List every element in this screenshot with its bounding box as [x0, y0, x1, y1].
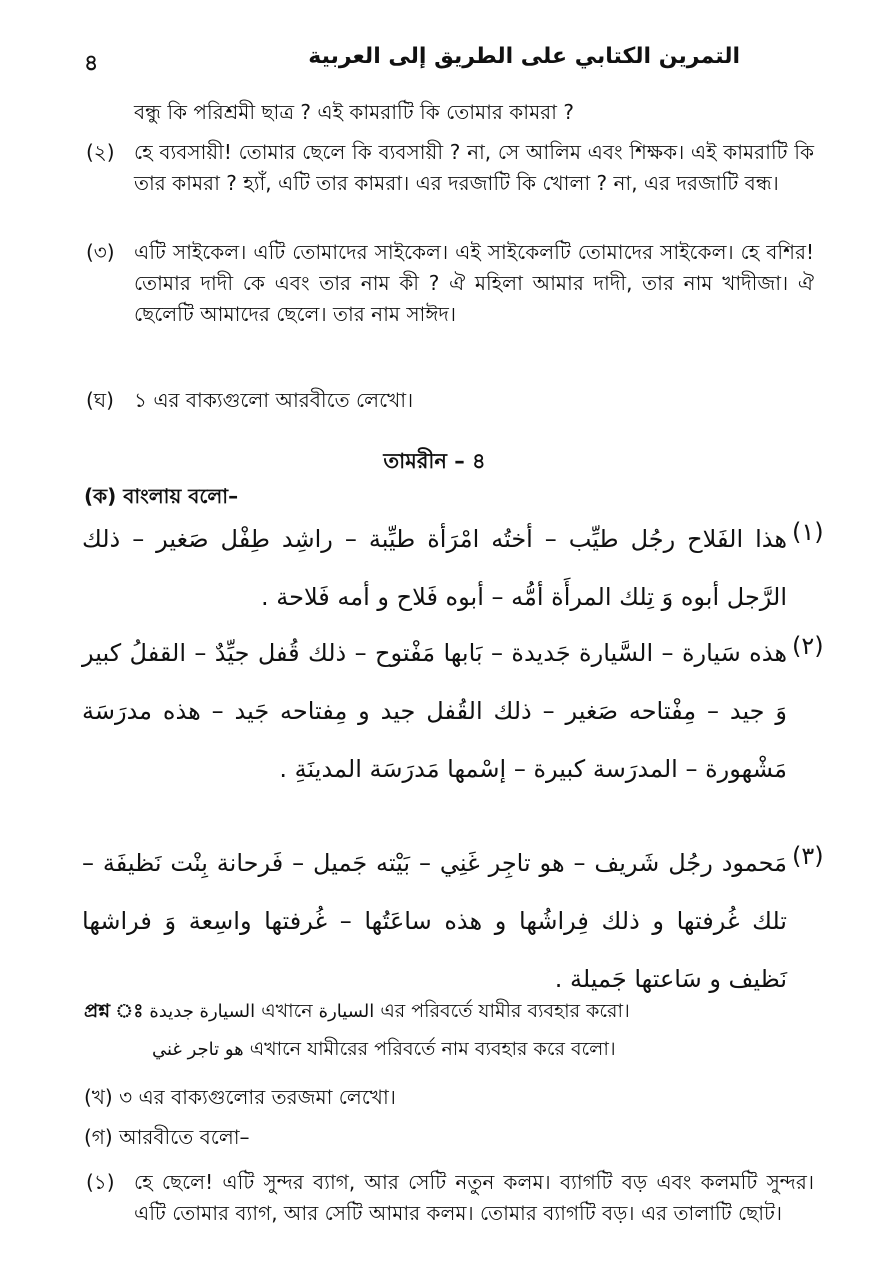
arabic-item-number: (٢): [792, 632, 824, 660]
question-line-1: [84, 996, 630, 1027]
running-title: التمرين الكتابي على الطريق إلى العربية: [308, 44, 740, 69]
exercise-title: তামরীন – ৪: [383, 449, 486, 473]
question-text: এখানে: [261, 1000, 313, 1022]
arabic-item-text: مَحمود رجُل شَريف – هو تاجِر غَنِي – بَيْته جَميل – فَرحانة بِنْت نَظيفَة – تلك غُرفتها و ذلك فِراشُها و هذه ساعَتُها – غُرفتها واسِعة وَ فراشها نَظيف و سَاعتها جَميلة .: [82, 849, 787, 993]
arabic-phrase: السيارة جديدة: [149, 1001, 256, 1022]
arabic-phrase: السيارة: [318, 1001, 375, 1022]
kha-text: (খ) ৩ এর বাক্যগুলোর তরজমা লেখো।: [84, 1085, 396, 1109]
gha-label: (ঘ): [86, 388, 114, 412]
page-header: [80, 40, 800, 80]
page-number: ৪: [84, 51, 99, 76]
arabic-item-text: هذا الفَلاح رجُل طيِّب – أختُه امْرَأة طيِّبة – راشِد طِفْل صَغير – ذلك الرَّجل أبوه وَ تِلك المرأَة أمُّه – أبوه فَلاح و أمه فَلاحة .: [82, 525, 787, 611]
item-number: (৩): [86, 240, 115, 264]
item-text: এটি সাইকেল। এটি তোমাদের সাইকেল। এই সাইকেলটি তোমাদের সাইকেল। হে বশির! তোমার দাদী কে এবং তার নাম কী ? ঐ মহিলা আমার দাদী, তার নাম খাদীজা। ঐ ছেলেটি আমাদের ছেলে। তার নাম সাঈদ।: [134, 240, 814, 326]
arabic-item-number: (١): [792, 518, 824, 546]
item-text: হে ছেলে! এটি সুন্দর ব্যাগ, আর সেটি নতুন কলম। ব্যাগটি বড় এবং কলমটি সুন্দর। এটি তোমার ব্যাগ, আর সেটি আমার কলম। তোমার ব্যাগটি বড়। এর তালাটি ছোট।: [134, 1170, 814, 1225]
ka-label: (ক) বাংলায় বলো–: [84, 484, 239, 508]
gha-text: ১ এর বাক্যগুলো আরবীতে লেখো।: [134, 388, 414, 412]
continuation-text: বন্ধু কি পরিশ্রমী ছাত্র ? এই কামরাটি কি তোমার কামরা ?: [134, 100, 574, 124]
item-text: হে ব্যবসায়ী! তোমার ছেলে কি ব্যবসায়ী ? না, সে আলিম এবং শিক্ষক। এই কামরাটি কি তার কামরা ? হ্যাঁ, এটি তার কামরা। এর দরজাটি কি খোলা ? না, এর দরজাটি বন্ধ।: [134, 140, 814, 195]
question-text: এখানে যামীরের পরিবর্তে নাম ব্যবহার করে বলো।: [249, 1038, 616, 1060]
item-number: (১): [86, 1170, 115, 1194]
arabic-phrase: هو تاجر غني: [152, 1039, 244, 1060]
ga-label: (গ) আরবীতে বলো–: [84, 1125, 250, 1149]
question-text: এর পরিবর্তে যামীর ব্যবহার করো।: [380, 1000, 630, 1022]
arabic-item-text: هذه سَيارة – السَّيارة جَديدة – بَابها مَفْتوح – ذلك قُفل جيِّدٌ – القفلُ كبير وَ جيد – مِفْتاحه صَغير – ذلك القُفل جيد و مِفتاحه جَيد – هذه مدرَسَة مَشْهورة – المدرَسة كبيرة – إسْمها مَدرَسَة المدينَةِ .: [82, 639, 787, 783]
arabic-item-number: (٣): [792, 842, 824, 870]
question-label: প্রশ্ন ঃ: [84, 1000, 144, 1022]
item-number: (২): [86, 140, 115, 164]
question-line-2: [152, 1034, 616, 1065]
